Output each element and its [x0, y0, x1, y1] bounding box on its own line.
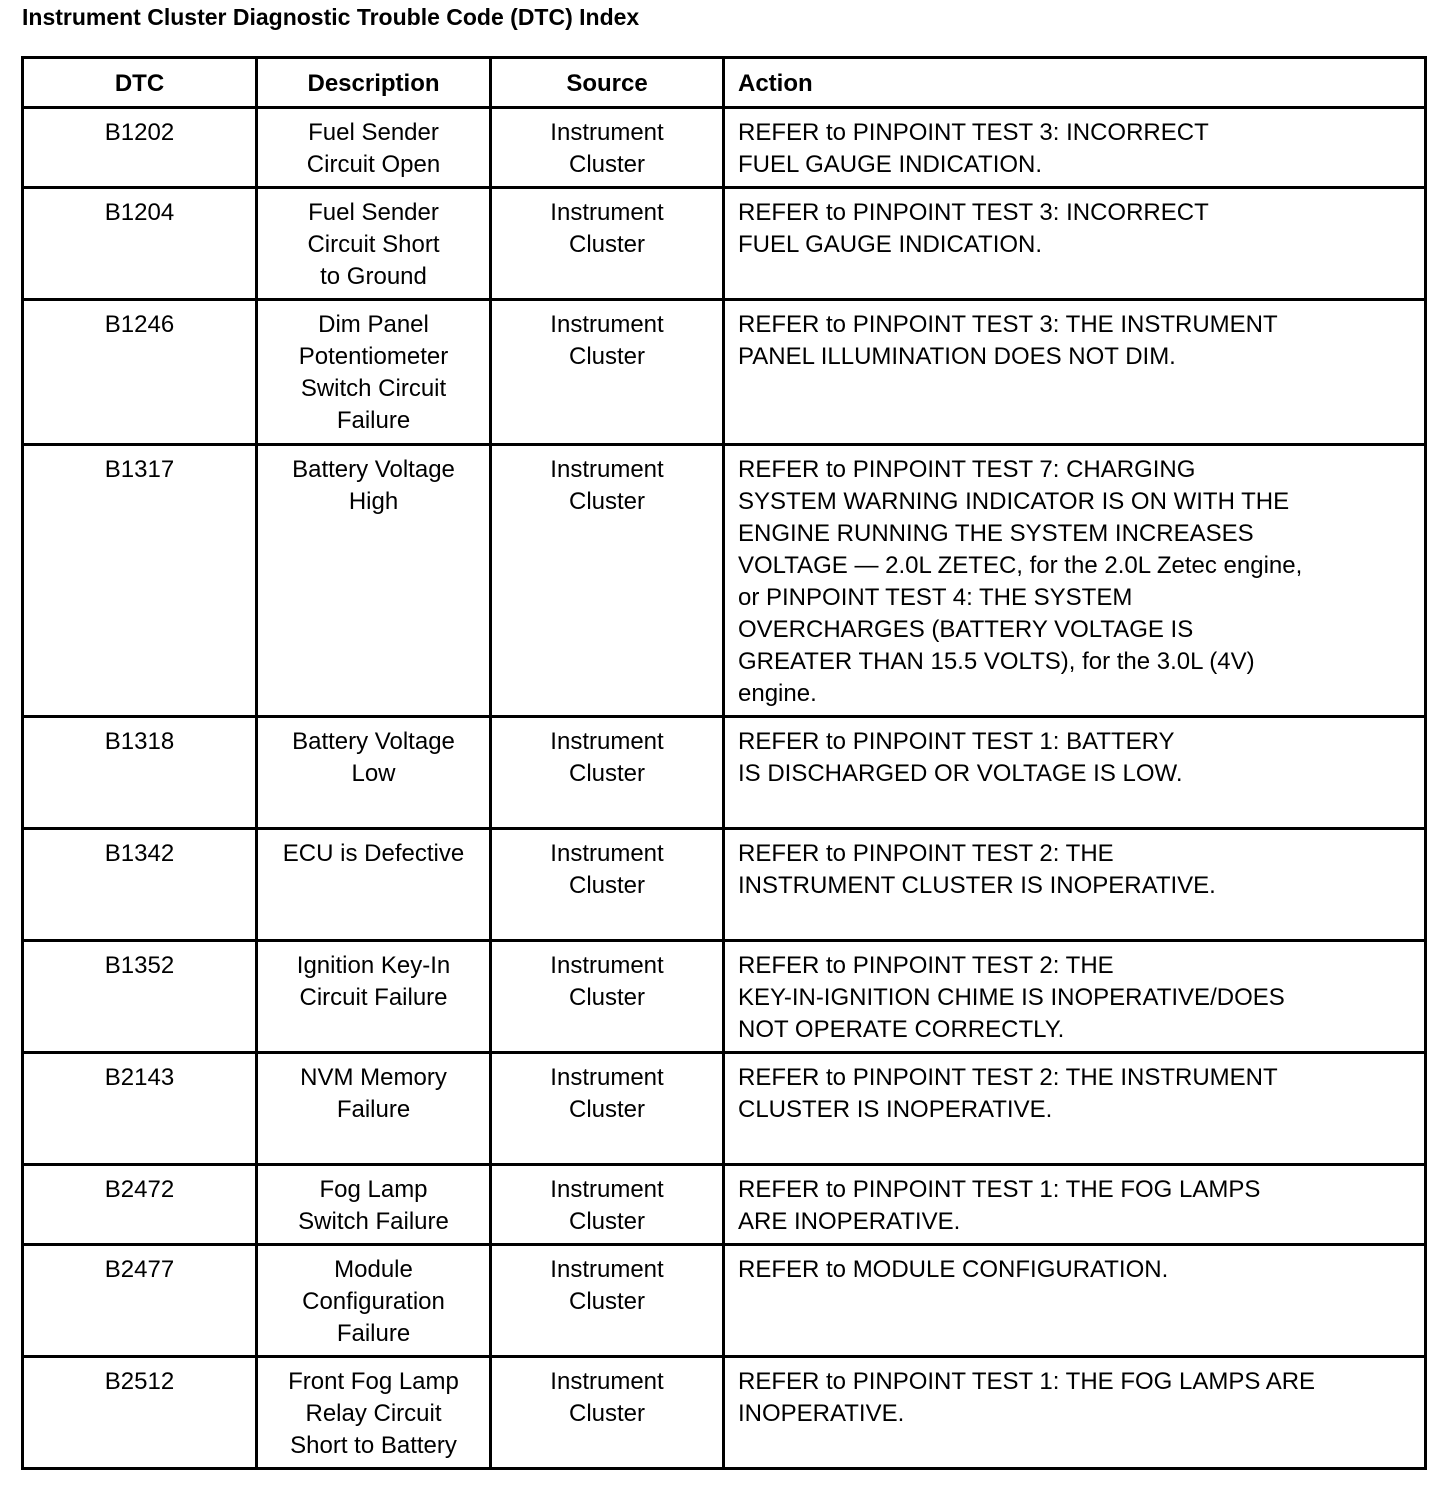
cell-source-line: Instrument [550, 1256, 664, 1283]
cell-action [724, 108, 1426, 188]
cell-action-line: INOPERATIVE. [738, 1400, 905, 1427]
cell-source [491, 188, 724, 300]
cell-dtc-code: B1204 [23, 188, 257, 300]
cell-description-line: Potentiometer [298, 343, 449, 370]
cell-description-line: Fuel Sender [308, 199, 439, 226]
cell-source-line: Cluster [568, 1400, 646, 1427]
cell-description-line: Failure [336, 1096, 411, 1123]
cell-source-line: Instrument [550, 456, 664, 483]
cell-source-line: Instrument [550, 1176, 664, 1203]
table-row [23, 1165, 1426, 1245]
table-row [23, 941, 1426, 1053]
cell-action [724, 1245, 1426, 1357]
cell-description [257, 1053, 491, 1165]
cell-description-line: Low [351, 760, 396, 787]
cell-description-line: Configuration [302, 1288, 445, 1315]
cell-source-line: Cluster [568, 343, 646, 370]
cell-action-line: VOLTAGE — 2.0L ZETEC, for the 2.0L Zetec engine, [738, 552, 1303, 579]
cell-dtc-code: B1246 [23, 300, 257, 445]
cell-description-line: Module [334, 1256, 413, 1283]
cell-source [491, 717, 724, 829]
page-title: Instrument Cluster Diagnostic Trouble Code (DTC) Index [22, 4, 640, 30]
cell-description [257, 445, 491, 717]
cell-source [491, 941, 724, 1053]
cell-source [491, 1357, 724, 1469]
cell-source-line: Cluster [568, 984, 646, 1011]
cell-action-line: REFER to PINPOINT TEST 7: CHARGING [738, 456, 1196, 483]
header-dtc: DTC [23, 58, 257, 108]
table-row [23, 717, 1426, 829]
cell-dtc-code: B1317 [23, 445, 257, 717]
cell-description-line: Failure [336, 1320, 411, 1347]
table-body [23, 108, 1426, 1469]
cell-dtc-code: B2477 [23, 1245, 257, 1357]
cell-source-line: Instrument [550, 199, 664, 226]
cell-action [724, 300, 1426, 445]
cell-source-line: Instrument [550, 1064, 664, 1091]
cell-description [257, 188, 491, 300]
cell-description-line: Circuit Failure [299, 984, 448, 1011]
cell-action-line: REFER to PINPOINT TEST 2: THE [738, 952, 1114, 979]
cell-action-line: INSTRUMENT CLUSTER IS INOPERATIVE. [738, 872, 1216, 899]
cell-dtc-code: B1318 [23, 717, 257, 829]
cell-action-line: REFER to PINPOINT TEST 1: THE FOG LAMPS [738, 1176, 1261, 1203]
cell-action-line: NOT OPERATE CORRECTLY. [738, 1016, 1065, 1043]
cell-source [491, 829, 724, 941]
cell-description-line: Ignition Key-In [296, 952, 451, 979]
cell-dtc-code: B1202 [23, 108, 257, 188]
cell-action-line: FUEL GAUGE INDICATION. [738, 151, 1043, 178]
cell-description-line: ECU is Defective [282, 840, 465, 867]
cell-description-line: Battery Voltage [292, 728, 455, 755]
dtc-index-table [21, 56, 1427, 1470]
header-action: Action [724, 58, 1426, 108]
cell-action [724, 445, 1426, 717]
cell-source-line: Cluster [568, 872, 646, 899]
table-row [23, 445, 1426, 717]
cell-source [491, 1245, 724, 1357]
cell-action-line: REFER to PINPOINT TEST 2: THE INSTRUMENT [738, 1064, 1278, 1091]
cell-action-line: REFER to PINPOINT TEST 2: THE [738, 840, 1114, 867]
cell-description [257, 300, 491, 445]
cell-action-line: or PINPOINT TEST 4: THE SYSTEM [738, 584, 1133, 611]
cell-dtc-code: B1352 [23, 941, 257, 1053]
cell-description-line: Short to Battery [290, 1432, 457, 1459]
cell-description-line: Failure [336, 407, 411, 434]
cell-action-line: IS DISCHARGED OR VOLTAGE IS LOW. [738, 760, 1183, 787]
cell-dtc-code: B2512 [23, 1357, 257, 1469]
cell-action-line: PANEL ILLUMINATION DOES NOT DIM. [738, 343, 1176, 370]
cell-source-line: Cluster [568, 1096, 646, 1123]
cell-description-line: Circuit Short [307, 231, 440, 258]
cell-action [724, 1357, 1426, 1469]
cell-source [491, 1165, 724, 1245]
cell-description-line: Switch Circuit [300, 375, 447, 402]
cell-action [724, 188, 1426, 300]
cell-description [257, 108, 491, 188]
table-row [23, 1245, 1426, 1357]
cell-description [257, 829, 491, 941]
cell-action-line: FUEL GAUGE INDICATION. [738, 231, 1043, 258]
cell-action-line: SYSTEM WARNING INDICATOR IS ON WITH THE [738, 488, 1290, 515]
cell-source-line: Instrument [550, 119, 664, 146]
header-description: Description [257, 58, 491, 108]
cell-action-line: GREATER THAN 15.5 VOLTS), for the 3.0L (4V) [738, 648, 1255, 675]
cell-action-line: REFER to PINPOINT TEST 3: INCORRECT [738, 199, 1209, 226]
cell-action-line: ARE INOPERATIVE. [738, 1208, 961, 1235]
cell-dtc-code: B1342 [23, 829, 257, 941]
cell-source-line: Cluster [568, 151, 646, 178]
cell-action [724, 1165, 1426, 1245]
cell-description-line: Fog Lamp [319, 1176, 428, 1203]
cell-action-line: OVERCHARGES (BATTERY VOLTAGE IS [738, 616, 1194, 643]
cell-source [491, 445, 724, 717]
cell-source-line: Cluster [568, 1288, 646, 1315]
table-row [23, 108, 1426, 188]
cell-source-line: Instrument [550, 840, 664, 867]
cell-description-line: Circuit Open [306, 151, 441, 178]
cell-source [491, 300, 724, 445]
cell-action-line: REFER to PINPOINT TEST 3: THE INSTRUMENT [738, 311, 1278, 338]
cell-description-line: Front Fog Lamp [288, 1368, 459, 1395]
cell-dtc-code: B2472 [23, 1165, 257, 1245]
header-source: Source [491, 58, 724, 108]
cell-description-line: to Ground [320, 263, 427, 290]
cell-dtc-code: B2143 [23, 1053, 257, 1165]
cell-description-line: NVM Memory [300, 1064, 447, 1091]
cell-action [724, 717, 1426, 829]
cell-description-line: Dim Panel [318, 311, 429, 338]
cell-source [491, 1053, 724, 1165]
cell-description-line: Battery Voltage [292, 456, 455, 483]
cell-action [724, 829, 1426, 941]
cell-action-line: engine. [738, 680, 817, 707]
cell-action [724, 941, 1426, 1053]
cell-source-line: Cluster [568, 231, 646, 258]
cell-action-line: REFER to PINPOINT TEST 3: INCORRECT [738, 119, 1209, 146]
table-row [23, 829, 1426, 941]
cell-source-line: Cluster [568, 1208, 646, 1235]
table-row [23, 1357, 1426, 1469]
cell-action-line: REFER to MODULE CONFIGURATION. [738, 1256, 1169, 1283]
cell-source-line: Instrument [550, 728, 664, 755]
cell-description [257, 1165, 491, 1245]
cell-action-line: KEY-IN-IGNITION CHIME IS INOPERATIVE/DOES [738, 984, 1285, 1011]
cell-source-line: Instrument [550, 1368, 664, 1395]
table-row [23, 300, 1426, 445]
cell-description-line: Relay Circuit [305, 1400, 442, 1427]
cell-description [257, 1245, 491, 1357]
cell-source-line: Cluster [568, 760, 646, 787]
table-row [23, 1053, 1426, 1165]
cell-source-line: Cluster [568, 488, 646, 515]
table-header-row [23, 58, 1426, 108]
table-row [23, 188, 1426, 300]
cell-description-line: Fuel Sender [308, 119, 439, 146]
cell-source-line: Instrument [550, 952, 664, 979]
cell-source [491, 108, 724, 188]
cell-action-line: REFER to PINPOINT TEST 1: BATTERY [738, 728, 1175, 755]
cell-description-line: High [348, 488, 399, 515]
cell-source-line: Instrument [550, 311, 664, 338]
cell-description [257, 1357, 491, 1469]
cell-action [724, 1053, 1426, 1165]
cell-action-line: ENGINE RUNNING THE SYSTEM INCREASES [738, 520, 1254, 547]
cell-description-line: Switch Failure [298, 1208, 449, 1235]
cell-description [257, 941, 491, 1053]
cell-action-line: REFER to PINPOINT TEST 1: THE FOG LAMPS ARE [738, 1368, 1316, 1395]
cell-action-line: CLUSTER IS INOPERATIVE. [738, 1096, 1053, 1123]
cell-description [257, 717, 491, 829]
